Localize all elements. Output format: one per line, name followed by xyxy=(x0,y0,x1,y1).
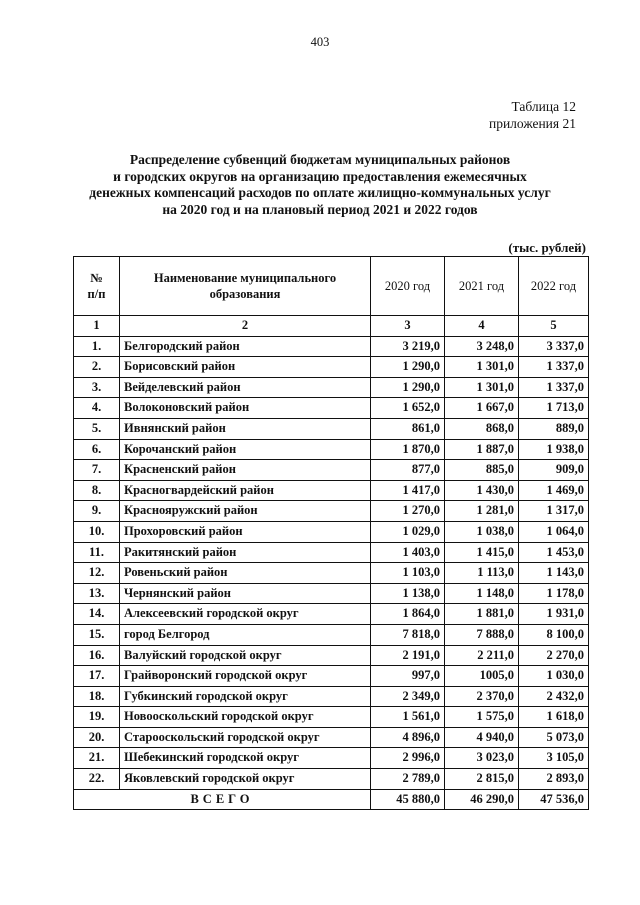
row-value-2022: 1 143,0 xyxy=(519,563,589,584)
row-value-2022: 1 469,0 xyxy=(519,480,589,501)
total-row xyxy=(74,789,589,810)
row-value-2020: 997,0 xyxy=(371,666,445,687)
row-value-2021: 885,0 xyxy=(445,460,519,481)
row-value-2021: 1 430,0 xyxy=(445,480,519,501)
row-index: 6. xyxy=(74,439,120,460)
row-value-2022: 2 270,0 xyxy=(519,645,589,666)
row-value-2020: 2 996,0 xyxy=(371,748,445,769)
table-row xyxy=(74,583,589,604)
row-value-2020: 1 103,0 xyxy=(371,563,445,584)
title-line4: на 2020 год и на плановый период 2021 и 2022 годов xyxy=(162,201,478,217)
table-row xyxy=(74,418,589,439)
total-2021: 46 290,0 xyxy=(445,789,519,810)
row-value-2020: 1 290,0 xyxy=(371,377,445,398)
header-num-line1: № xyxy=(90,271,103,285)
column-number: 2 xyxy=(120,316,371,337)
row-value-2021: 4 940,0 xyxy=(445,727,519,748)
row-value-2022: 1 931,0 xyxy=(519,604,589,625)
row-value-2022: 1 337,0 xyxy=(519,377,589,398)
row-value-2022: 1 064,0 xyxy=(519,521,589,542)
title-line1: Распределение субвенций бюджетам муниципальных районов xyxy=(129,152,511,167)
table-row xyxy=(74,624,589,645)
column-number: 4 xyxy=(445,316,519,337)
row-value-2020: 2 789,0 xyxy=(371,769,445,790)
row-index: 2. xyxy=(74,357,120,378)
row-value-2021: 1 038,0 xyxy=(445,521,519,542)
row-value-2020: 1 290,0 xyxy=(371,357,445,378)
row-index: 17. xyxy=(74,666,120,687)
table-row xyxy=(74,707,589,728)
row-value-2021: 1 415,0 xyxy=(445,542,519,563)
table-row xyxy=(74,357,589,378)
row-index: 15. xyxy=(74,624,120,645)
header-row xyxy=(74,257,589,316)
row-value-2020: 1 561,0 xyxy=(371,707,445,728)
row-value-2021: 7 888,0 xyxy=(445,624,519,645)
row-value-2022: 1 337,0 xyxy=(519,357,589,378)
table-row xyxy=(74,542,589,563)
row-name: Вейделевский район xyxy=(120,377,371,398)
row-value-2022: 1 453,0 xyxy=(519,542,589,563)
row-value-2021: 1 301,0 xyxy=(445,357,519,378)
row-name: Ровеньский район xyxy=(120,563,371,584)
row-index: 20. xyxy=(74,727,120,748)
row-value-2021: 1 113,0 xyxy=(445,563,519,584)
row-value-2022: 1 938,0 xyxy=(519,439,589,460)
table-ref-line2: приложения 21 xyxy=(488,116,576,131)
row-index: 21. xyxy=(74,748,120,769)
row-index: 22. xyxy=(74,769,120,790)
row-value-2022: 1 030,0 xyxy=(519,666,589,687)
row-name: Борисовский район xyxy=(120,357,371,378)
row-index: 14. xyxy=(74,604,120,625)
table-row xyxy=(74,563,589,584)
row-value-2022: 1 713,0 xyxy=(519,398,589,419)
header-2022: 2022 год xyxy=(519,257,589,316)
row-index: 18. xyxy=(74,686,120,707)
row-index: 9. xyxy=(74,501,120,522)
row-value-2020: 1 138,0 xyxy=(371,583,445,604)
row-index: 13. xyxy=(74,583,120,604)
row-name: город Белгород xyxy=(120,624,371,645)
row-value-2020: 1 403,0 xyxy=(371,542,445,563)
table-row xyxy=(74,521,589,542)
row-index: 10. xyxy=(74,521,120,542)
header-2021: 2021 год xyxy=(445,257,519,316)
row-name: Корочанский район xyxy=(120,439,371,460)
total-2020: 45 880,0 xyxy=(371,789,445,810)
column-number-row xyxy=(74,316,589,337)
header-name xyxy=(120,257,371,316)
row-value-2022: 8 100,0 xyxy=(519,624,589,645)
row-name: Яковлевский городской округ xyxy=(120,769,371,790)
table-row xyxy=(74,398,589,419)
table-row xyxy=(74,686,589,707)
row-value-2021: 2 211,0 xyxy=(445,645,519,666)
row-value-2020: 2 191,0 xyxy=(371,645,445,666)
row-value-2021: 868,0 xyxy=(445,418,519,439)
row-value-2021: 3 248,0 xyxy=(445,336,519,357)
header-num-line2: п/п xyxy=(87,287,106,301)
row-value-2022: 1 178,0 xyxy=(519,583,589,604)
row-value-2020: 1 417,0 xyxy=(371,480,445,501)
row-value-2022: 1 317,0 xyxy=(519,501,589,522)
row-value-2021: 1 281,0 xyxy=(445,501,519,522)
row-value-2020: 2 349,0 xyxy=(371,686,445,707)
row-value-2020: 3 219,0 xyxy=(371,336,445,357)
row-value-2020: 7 818,0 xyxy=(371,624,445,645)
table-row xyxy=(74,336,589,357)
row-value-2022: 3 337,0 xyxy=(519,336,589,357)
row-name: Чернянский район xyxy=(120,583,371,604)
row-name: Новооскольский городской округ xyxy=(120,707,371,728)
row-value-2020: 1 270,0 xyxy=(371,501,445,522)
row-name: Старооскольский городской округ xyxy=(120,727,371,748)
row-value-2020: 861,0 xyxy=(371,418,445,439)
row-name: Белгородский район xyxy=(120,336,371,357)
table-row xyxy=(74,727,589,748)
row-name: Губкинский городской округ xyxy=(120,686,371,707)
row-value-2021: 1 667,0 xyxy=(445,398,519,419)
row-index: 5. xyxy=(74,418,120,439)
row-index: 12. xyxy=(74,563,120,584)
row-name: Прохоровский район xyxy=(120,521,371,542)
row-name: Алексеевский городской округ xyxy=(120,604,371,625)
row-name: Грайворонский городской округ xyxy=(120,666,371,687)
row-index: 7. xyxy=(74,460,120,481)
table-ref-line1: Таблица 12 xyxy=(511,99,576,114)
total-label: ВСЕГО xyxy=(74,789,371,810)
row-index: 1. xyxy=(74,336,120,357)
row-name: Валуйский городской округ xyxy=(120,645,371,666)
row-value-2020: 1 870,0 xyxy=(371,439,445,460)
column-number: 5 xyxy=(519,316,589,337)
header-name-line2: образования xyxy=(209,287,281,301)
row-value-2021: 3 023,0 xyxy=(445,748,519,769)
table-row xyxy=(74,439,589,460)
row-index: 8. xyxy=(74,480,120,501)
row-value-2022: 2 432,0 xyxy=(519,686,589,707)
row-index: 19. xyxy=(74,707,120,728)
row-value-2021: 2 370,0 xyxy=(445,686,519,707)
header-name-line1: Наименование муниципального xyxy=(153,271,337,285)
title-line3: денежных компенсаций расходов по оплате жилищно-коммунальных услуг xyxy=(89,185,551,200)
row-index: 4. xyxy=(74,398,120,419)
row-value-2020: 4 896,0 xyxy=(371,727,445,748)
table-row xyxy=(74,769,589,790)
title-line2: и городских округов на организацию предоставления ежемесячных xyxy=(113,168,527,184)
column-number: 1 xyxy=(74,316,120,337)
row-name: Красногвардейский район xyxy=(120,480,371,501)
column-number: 3 xyxy=(371,316,445,337)
document-title xyxy=(40,152,600,218)
header-2020: 2020 год xyxy=(371,257,445,316)
table-row xyxy=(74,460,589,481)
row-value-2022: 5 073,0 xyxy=(519,727,589,748)
row-value-2020: 1 652,0 xyxy=(371,398,445,419)
row-name: Шебекинский городской округ xyxy=(120,748,371,769)
table-row xyxy=(74,501,589,522)
table-row xyxy=(74,666,589,687)
header-num xyxy=(74,257,120,316)
table-row xyxy=(74,748,589,769)
row-value-2021: 1 887,0 xyxy=(445,439,519,460)
row-value-2021: 1 301,0 xyxy=(445,377,519,398)
subsidies-table xyxy=(73,256,589,810)
table-row xyxy=(74,645,589,666)
units-note: (тыс. рублей) xyxy=(508,240,586,255)
row-value-2022: 3 105,0 xyxy=(519,748,589,769)
row-name: Красненский район xyxy=(120,460,371,481)
row-value-2022: 1 618,0 xyxy=(519,707,589,728)
row-name: Ивнянский район xyxy=(120,418,371,439)
row-index: 3. xyxy=(74,377,120,398)
row-value-2022: 909,0 xyxy=(519,460,589,481)
row-value-2022: 889,0 xyxy=(519,418,589,439)
row-value-2021: 1 575,0 xyxy=(445,707,519,728)
table-row xyxy=(74,604,589,625)
row-name: Краснояружский район xyxy=(120,501,371,522)
table-reference xyxy=(489,98,576,132)
row-index: 16. xyxy=(74,645,120,666)
total-2022: 47 536,0 xyxy=(519,789,589,810)
row-value-2020: 877,0 xyxy=(371,460,445,481)
row-value-2020: 1 029,0 xyxy=(371,521,445,542)
table-row xyxy=(74,480,589,501)
row-index: 11. xyxy=(74,542,120,563)
page-number: 403 xyxy=(310,35,330,49)
row-value-2020: 1 864,0 xyxy=(371,604,445,625)
row-value-2022: 2 893,0 xyxy=(519,769,589,790)
table-row xyxy=(74,377,589,398)
row-name: Волоконовский район xyxy=(120,398,371,419)
row-value-2021: 2 815,0 xyxy=(445,769,519,790)
row-name: Ракитянский район xyxy=(120,542,371,563)
row-value-2021: 1 881,0 xyxy=(445,604,519,625)
row-value-2021: 1 148,0 xyxy=(445,583,519,604)
row-value-2021: 1005,0 xyxy=(445,666,519,687)
